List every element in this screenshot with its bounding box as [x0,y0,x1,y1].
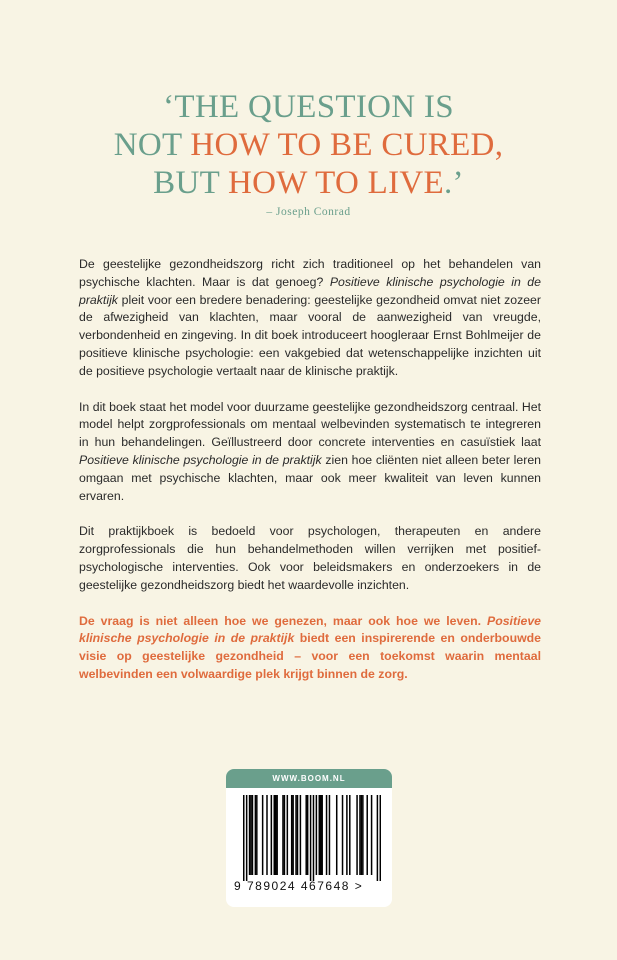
blurb-text [79,256,541,702]
barcode-bar [319,795,321,875]
barcode-bar [246,795,248,881]
quote-line-3-prefix: BUT [153,165,229,201]
barcode-bar [361,795,363,875]
barcode-bar [284,795,286,875]
barcode-bar [276,795,278,875]
p1-text-a: De geestelijke gezondheidszorg richt zich traditioneel op het behandelen van psychische klachten. Maar is dat genoeg? [79,257,541,289]
p4-book-title: Positieve klinische psychologie in de praktijk [79,613,541,646]
quote-attribution: – Joseph Conrad [266,206,351,218]
barcode-bar [262,795,264,875]
barcode-bar [326,795,328,875]
barcode-bar [300,795,302,875]
quote-line-2-highlight: HOW TO BE CURED, [190,127,504,163]
quote-line-2-prefix: NOT [113,127,191,163]
barcode-bar [316,795,318,875]
barcode-bar [252,795,254,875]
barcode-bar [275,795,277,875]
barcode-bar [321,795,323,875]
quote-line-1: ‘THE QUESTION IS [163,89,454,125]
p2-text-a: In dit boek staat het model voor duurzame geestelijke gezondheidszorg centraal. Het model helpt zorgprofessionals om mentaal welbevinden systematisch te integreren in hun behandelingen. Geïllustreerd door concrete interventies en casuïstiek laat [79,399,541,450]
quote-line-3 [0,164,617,202]
barcode-bar [255,795,257,875]
p2-text-c: zien hoe cliënten niet alleen beter leren omgaan met psychische klachten, maar ook meer kwaliteit van leven kunnen ervaren. [79,452,541,503]
p4-text-c: biedt een inspirerende en onderbouwde visie op geestelijke gezondheid – voor een toekomst waarin mentaal welbevinden een volwaardige plek krijgt binnen de zorg. [79,631,541,681]
barcode-bar [320,795,322,875]
barcode-bar [256,795,258,875]
paragraph-2 [79,399,541,506]
barcode-bar [359,795,361,875]
barcode-bar [349,795,351,875]
paragraph-1 [79,256,541,381]
barcode-bar [336,795,338,875]
barcode-bar [313,795,315,881]
isbn-number: 9 789024 467648 > [234,879,364,893]
barcode-bar [292,795,294,875]
barcode-bar [342,795,344,875]
quote-line-3-highlight: HOW TO LIVE [228,165,444,201]
barcode-bar [377,795,379,881]
barcode-bar [271,795,273,875]
barcode-bar [266,795,268,875]
pull-quote [0,88,617,202]
barcode-bar [287,795,289,875]
paragraph-3: Dit praktijkboek is bedoeld voor psychologen, therapeuten en andere zorgprofessionals die hun behandelmethoden willen verrijken met positief-psychologische interventies. Ook voor beleidsmakers en onderzoekers in de geestelijke gezondheidszorg biedt het waardevolle inzichten. [79,524,541,592]
barcode-bar [243,795,245,881]
barcode-bar [305,795,307,875]
barcode-bar [371,795,373,875]
barcode-bar [329,795,331,875]
publisher-url: WWW.BOOM.NL [226,769,392,788]
barcode-panel [226,769,392,907]
barcode-bar [307,795,309,875]
barcode-bar [282,795,284,875]
barcode-bar [380,795,381,881]
barcode-bar [310,795,312,881]
p2-book-title: Positieve klinische psychologie in de praktijk [79,452,322,467]
barcode-bar [297,795,299,875]
barcode-bar [295,795,297,875]
p1-book-title: Positieve klinische psychologie in de praktijk [79,274,541,307]
barcode-bar [250,795,252,875]
paragraph-4-highlight [79,613,541,684]
barcode-bars [243,795,381,881]
quote-line-2 [0,126,617,164]
barcode-bar [291,795,293,875]
barcode-bar [249,795,251,875]
p4-text-a: De vraag is niet alleen hoe we genezen, maar ook hoe we leven. [79,613,487,628]
barcode-bar [366,795,368,875]
barcode-bar [356,795,358,875]
barcode-bar [362,795,364,875]
barcode-bar [346,795,348,875]
quote-line-3-suffix: .’ [443,165,464,201]
barcode-bar [274,795,276,875]
p1-text-c: pleit voor een bredere benadering: geestelijke gezondheid omvat niet zozeer de afwezigheid van klachten, maar vooral de aanwezigheid van vreugde, verbondenheid en zingeving. In dit boek introduceert hoogleraar Ernst Bohlmeijer de positieve klinische psychologie: een vakgebied dat wetenschappelijke inzichten uit de positieve psychologie vertaalt naar de klinische praktijk. [79,292,541,378]
